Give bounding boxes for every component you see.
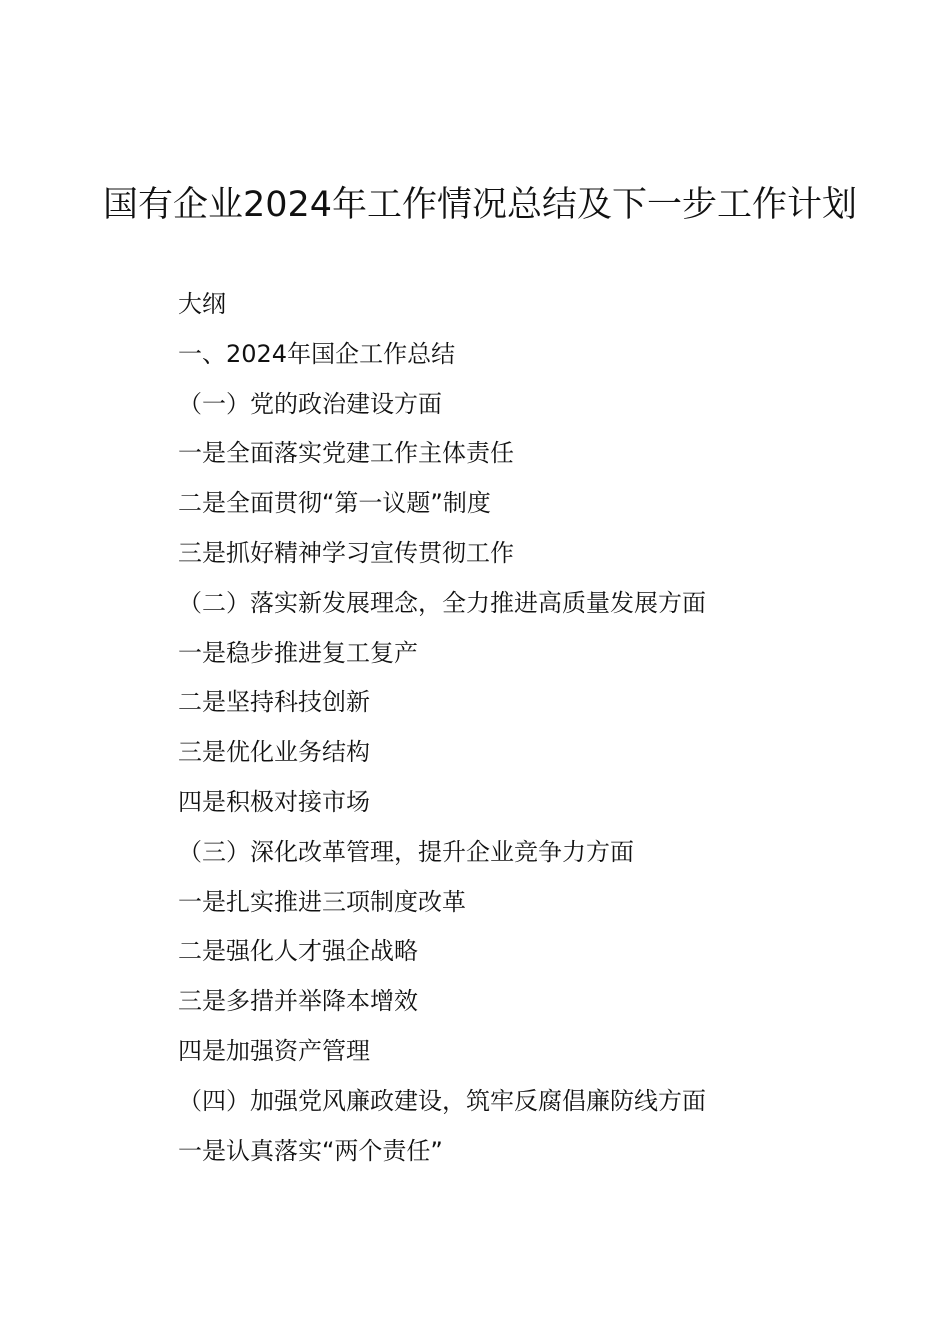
outline-item: 二是强化人才强企战略 xyxy=(178,937,418,966)
outline-item: 一是认真落实“两个责任” xyxy=(178,1136,443,1165)
outline-item: 二是全面贯彻“第一议题”制度 xyxy=(178,489,491,518)
outline-item: 一是全面落实党建工作主体责任 xyxy=(178,439,514,468)
outline-item: 三是优化业务结构 xyxy=(178,738,370,767)
outline-section-1: 一、2024年国企工作总结 xyxy=(178,339,456,368)
outline-subsection-1: （一）党的政治建设方面 xyxy=(178,389,442,418)
outline-item: 三是抓好精神学习宣传贯彻工作 xyxy=(178,538,514,567)
outline-subsection-4: （四）加强党风廉政建设，筑牢反腐倡廉防线方面 xyxy=(178,1086,706,1115)
outline-item: 四是加强资产管理 xyxy=(178,1036,370,1065)
outline-item: 三是多措并举降本增效 xyxy=(178,987,418,1016)
outline-item: 一是稳步推进复工复产 xyxy=(178,638,418,667)
outline-item: 四是积极对接市场 xyxy=(178,787,370,816)
outline-list xyxy=(178,280,878,1176)
outline-heading: 大纲 xyxy=(178,290,226,318)
document-title: 国有企业2024年工作情况总结及下一步工作计划 xyxy=(102,185,858,225)
outline-subsection-2: （二）落实新发展理念，全力推进高质量发展方面 xyxy=(178,588,706,617)
outline-item: 一是扎实推进三项制度改革 xyxy=(178,887,466,916)
outline-item: 二是坚持科技创新 xyxy=(178,688,370,717)
outline-subsection-3: （三）深化改革管理，提升企业竞争力方面 xyxy=(178,837,634,866)
